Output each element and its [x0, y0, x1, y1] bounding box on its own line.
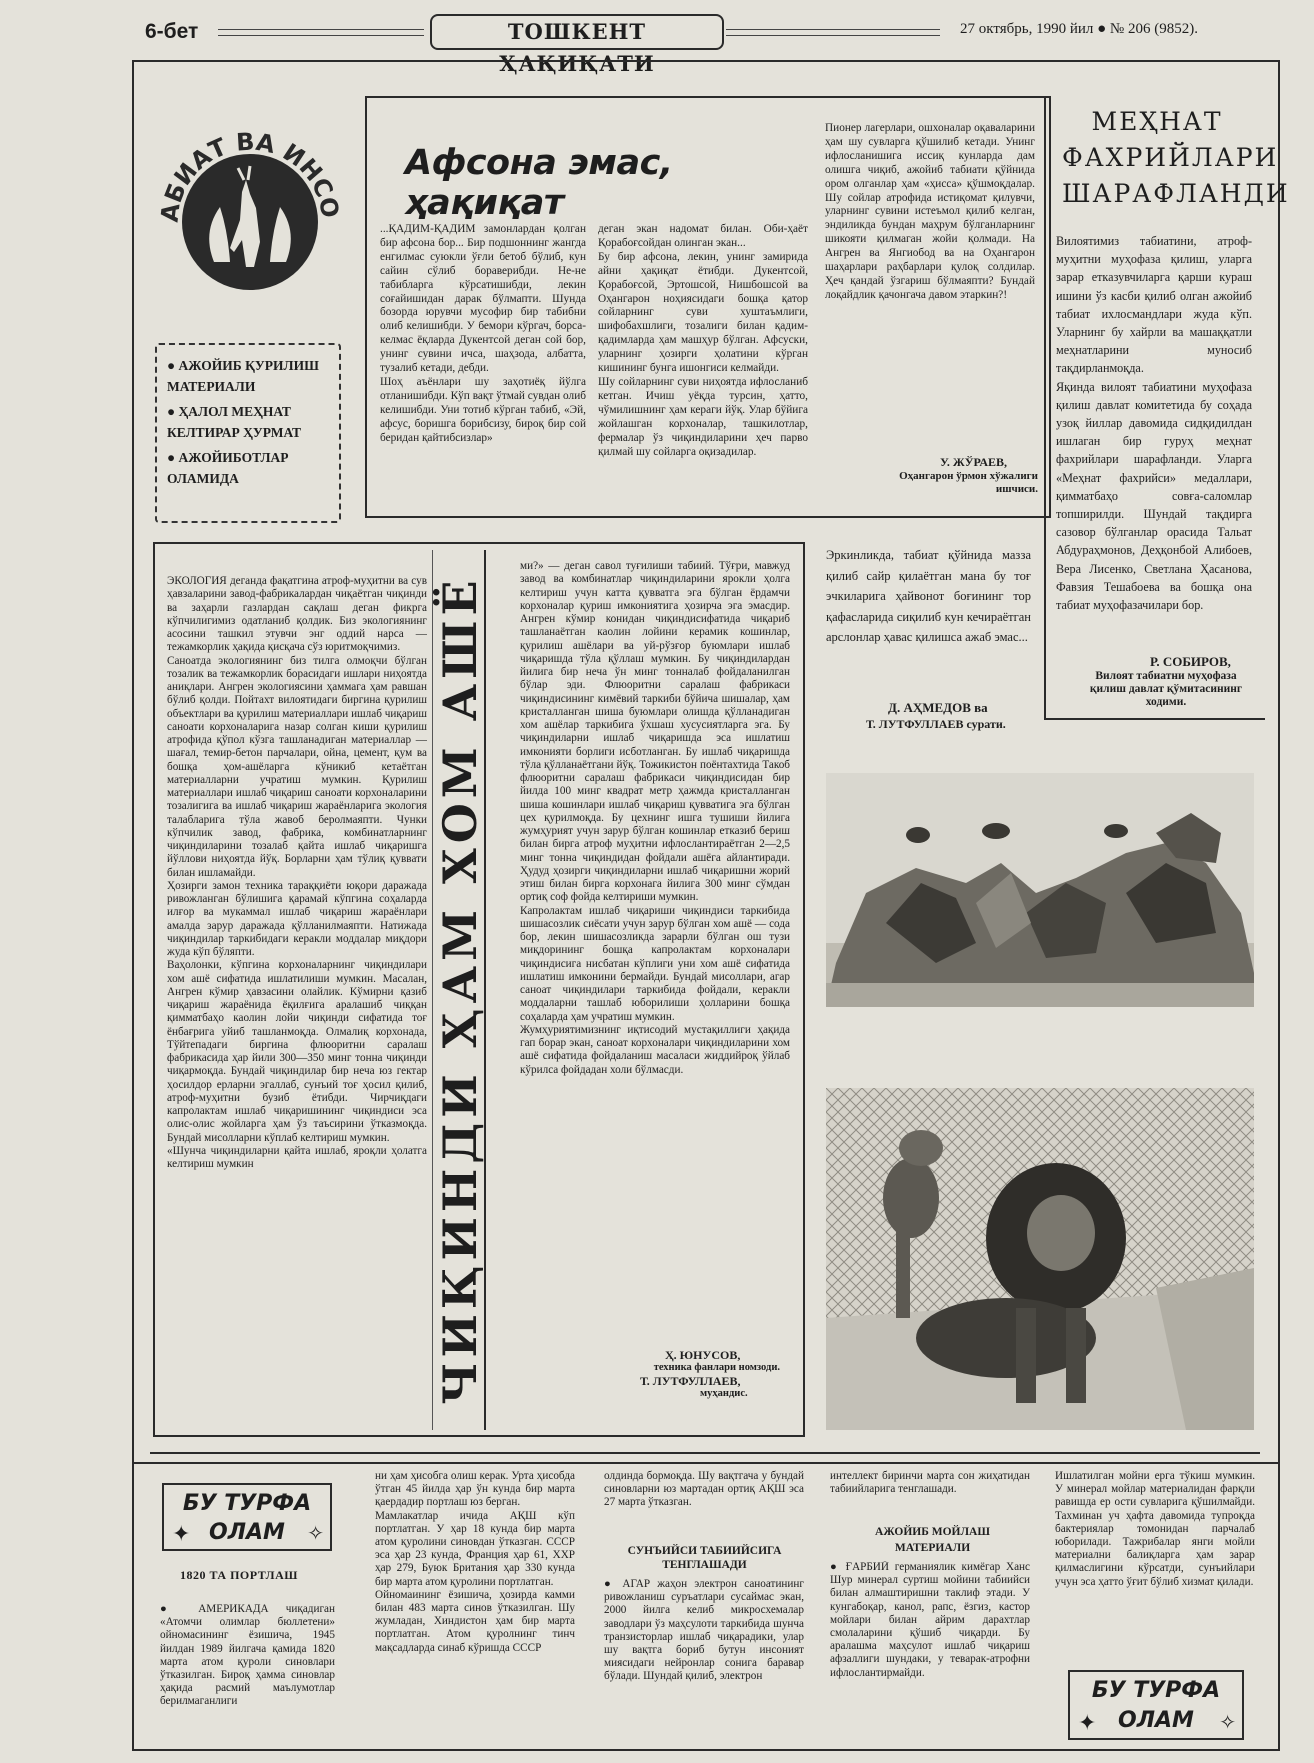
story1-title: Афсона эмас, ҳақиқат: [405, 143, 673, 223]
toc-item-label: АЖОЙИБОТЛАР ОЛАМИДА: [167, 450, 289, 486]
story2-body: Вилоятимиз табиатини, атроф-муҳитни муҳофаза қилиш, уларга зарар етказувчиларга қарши кураш ишини ўз касби қилиб олган ажойиб табиат ихлосмандлари жуда кўп. Уларнинг бу хайрли ва машаққатли меҳнатларини муносиб тақдирланмоқда. Яқинда вилоят табиатини муҳофаза қилиш давлат комитетида бу соҳада узоқ йиллар давомида сидқидилдан ишлаган бир гуруҳ меҳнат фахрийлари шарафланди. Уларга «Меҳнат фахрийси» медаллари, қимматбаҳо совға-саломлар топширилди. Шундай тақдирга сазовор бўлганлар орасида Тальат Абдураҳмонов, Деҳқонбой Алибоев, Вера Лисенко, Светлана Ҳасанова, Фавзия Тешабоева ва бошқа она табиат муҳофазачилари бор.: [1056, 234, 1252, 613]
header-rule-left: [218, 29, 424, 30]
turfa-logo-right: [1068, 1670, 1244, 1740]
story3-col1: ЭКОЛОГИЯ деганда фақатгина атроф-муҳитни ва сув ҳавзаларини завод-фабрикалардан чиқаётган чиқинди ва заҳарли газлардан сақлаш деган фикрга кўпчилигимиз одатланиб қолдик. Биз экологиянинг асосини ташкил этувчи энг оддий нарса — тежамкорлик ҳақида қисқача сўз юритмоқчимиз. Саноатда экологиянинг биз тилга олмоқчи бўлган тозалик ва тежамкорлик борасидаги ишлари ниҳоятда аниқлари. Ангрен экологиясини ҳаммага ҳам равшан бўлиб қолди. Пойтахт вилоятидаги биргина қурилиш объектлари ва қурилиш материаллари ишлаб чиқариш саноати корхоналарига назар солган киши қурилиш атрофида қўпол кўзга ташланадиган материаллар — шағал, темир-бетон парчалари, ойна, цемент, қум ва бошқа ҳом-ашёларга кўникиб кетаётган материалларни учратиш мумкин. Қурилиш материаллари ишлаб чиқариш саноати корхоналарини тозалигига ва ишлаб чиқариш жараёнларига экология талабларига тўла жавоб беролмаяпти. Чунки кўпчилик завод, фабрика, комбинатларнинг чиқиндиларини тозалаб қайта ишлаб чиқаришга йўллови ниҳоятда йўқ. Борларни ҳам тўлиқ қуввати билан ишламайди. Ҳозирги замон техника тараққиёти юқори даражада ривожланган бўлишига қарамай кўпгина соҳаларда илғор ва мукаммал ишлаб чиқариш жараёнлари амалда зарур даражада қўлланилмаяпти. Натижада чиқиндилар таркибидаги керакли моддалар миқдори жуда кўп бўляпти. Ваҳолонки, кўпгина корхоналарнинг чиқиндилари хом ашё сифатида ишлатилиши мумкин. Масалан, Ангрен кўмир ҳавзасини олайлик. Кўмирни қазиб чиқариш жараёнида ёқилғига аралашиб чиққан қимматбаҳо каолин лойи чиқинди сифатида тоғ ёнбағрига уйиб ташланмоқда. Олмалиқ корхонада, Тўйтепадаги биргина флюоритни саралаш фабрикасида ҳар йили 300—350 минг тонна чиқинди чиқармоқда. Бундай чиқиндилар бир неча юз гектар ҳосилдор ерларни эгаллаб, сунъий тоғ ҳосил қилиб, атроф-муҳитни бузиб ётибди. Чирчиқдаги капролактам ишлаб чиқаришининг чиқиндиси эса олис-олис жойларга ҳам ўз таъсирини ўтказмоқда. Бундай мисолларни кўплаб келтириш мумкин. «Шунча чиқиндиларни қайта ишлаб, яроқли ҳолатга келтириш мумкин: [167, 575, 427, 1170]
story3-author2: Т. ЛУТФУЛЛАЕВ,: [640, 1374, 741, 1388]
story3-title-wrap: [433, 555, 487, 1425]
bottom-col1: ● АМЕРИКАДА чиқадиган «Атомчи олимлар бюллетени» ойномасининг ёзишича, 1945 йилдан 1989 йилгача қамида 1820 марта атом қуроли синовлари ўтказилган. Бироқ ҳамма синовлар ҳақида расмий маълумотлар берилмаганлиги: [160, 1603, 335, 1708]
logo-text: БУ ТУРФА ОЛАМ: [1091, 1678, 1221, 1733]
story1-col2: деган экан надомат билан. Оби-ҳаёт Қорабоғсойдан олинган экан... Бу бир афсона, лекин, унинг замирида айни ҳақиқат ётибди. Дукентсой, Қорабоғсой, Эртошсой, Нишбошсой ва Оҳангарон ноҳиясидаги бошқа қатор сойларнинг суви хуштаъмлиги, шифобахшлиги, тозалиги билан қадим-қадимларда ҳам машҳур бўлган. Афсуски, уларнинг ҳозирги ҳолатини кўрган кишининг бунга ишонгиси келмайди. Шу сойларнинг суви ниҳоятда ифлосланиб кетган. Ичиш уёқда турсин, ҳатто, чўмилишнинг ҳам кераги йўқ. Улар бўйига жойлашган корхоналар, ташкилотлар, фермалар ўз чиқиндиларини ҳеч парво қилмай шу сойларга оқизадилар.: [598, 223, 808, 458]
page-number: 6-бет: [145, 20, 199, 43]
photo-credit-1: Д. АҲМЕДОВ ва: [888, 700, 988, 715]
bottom-col5: Ишлатилган мойни ерга тўкиш мумкин. У минерал мойлар материалидан фарқли равишда ер ости сувларига қўшилмайди. Тахминан уч ҳафта давомида тупроқда бактериялар томонидан парчалаб юборилади. Тажрибалар янги мойли материални балиқларга ҳам зарар қилмаслигини кўрсатди, сунъийлари учун эса ҳатто ўғит бўлиб хизмат қилади.: [1055, 1470, 1255, 1588]
issue-date: [960, 21, 1198, 38]
photo-credit-2: Т. ЛУТФУЛЛАЕВ сурати.: [866, 717, 1006, 731]
bottom-col3b: ● АГАР жаҳон электрон саноатининг ривожланиш суръатлари сусаймас экан, 2000 йилга келиб микросхемалар заводлари ўз маҳсулоти таркибида шунча транзисторлар ишлаб чиқарадики, улар шу вақтга бориб бутун инсоният миясидаги нейронлар сонига баравар бўлади. Шундай қилиб, электрон: [604, 1578, 804, 1683]
story1-col1: ...ҚАДИМ-ҚАДИМ замонлардан қолган бир афсона бор... Бир подшоннинг жангда енгилмас суюкли ўғли бетоб бўлиб, кун сайин сўлиб бораверибди. Не-не табибларга кўрсатишибди, лекин соғайишидан дарак бўлмапти. Шунда бозорда юрувчи мусофир бир табибни олиб келишибди. У бемори кўргач, борса-келмас ёқларда Дукентсой деган сой бор, унинг сувини ичса, шаҳзода, албатта, тузалиб кетади, дебди. Шоҳ аъёнлари шу заҳотиёқ йўлга отланишибди. Кўп вақт ўтмай сувдан олиб келишибди. Уни тотиб кўрган табиб, «Эй, афсус, боришга борибсизу, бироқ бир сой беридан қайтибсизлар»: [380, 223, 586, 444]
turfa-logo-left: [162, 1483, 332, 1551]
sub2-title: СУНЪИЙСИ ТАБИИЙСИГА ТЕНГЛАШАДИ: [627, 1545, 782, 1571]
header-rule-right2: [726, 35, 940, 36]
bottom-col3a: олдинда бормоқда. Шу вақтгача у бундай синовларни юз мартадан ортиқ АҚШ эса 27 марта ўтказган.: [604, 1470, 804, 1509]
bottom-divider: [150, 1452, 1260, 1454]
logo-text: БУ ТУРФА ОЛАМ: [182, 1491, 312, 1545]
story1-author-role: Оҳангарон ўрмон хўжалиги ишчиси.: [899, 470, 1038, 495]
photo-caption: Эркинликда, табиат қўйнида мазза қилиб сайр қилаётган мана бу тоғ эчкиларига ҳайвонот боғининг тор қафасларида сиқилиб кун кечираётган арслонлар ҳавас қилишса ажаб эмас...: [826, 548, 1031, 644]
issue-number: № 206 (9852).: [1109, 21, 1198, 37]
bottom-col4b: ● ҒАРБИЙ германиялик кимёгар Ханс Шур минерал суртиш мойини табиийси билан алмаштиришни таклиф этади. У кунгабоқар, канол, рапс, ёзгиз, кастор мойлари билан айрим дарахтлар смолаларини қўшиб чиқарди. Бу аралашма маҳсулот ишлаб чиқариш афзаллиги шундаки, у теварак-атрофни ифлослантирмайди.: [830, 1561, 1030, 1679]
header-rule-right: [726, 29, 940, 30]
sub3-title: АЖОЙИБ МОЙЛАШ МАТЕРИАЛИ: [875, 1526, 990, 1554]
bottom-col2: ни ҳам ҳисобга олиш керак. Урта ҳисобда ўтган 45 йилда ҳар ўн кунда бир марта қаердадир портлаш юз берган. Мамлакатлар ичида АҚШ кўп портлатган. У ҳар 18 кунда бир марта атом қуролини синовдан ўтказган. СССР эса ҳар 23 кунда, Франция ҳар 61, ХХР ҳар 279, Буюк Британия ҳар 330 кунда бир марта атом қуролини портлатган. Ойномаининг ёзишича, ҳозирда камми билан 483 марта синов ўтказилган. Шу жумладан, Хиндистон ҳам бир марта портлатган. Атом қуролнинг тинч мақсадларда синаб кўришда СССР: [375, 1470, 575, 1654]
toc-item[interactable]: ● АЖОЙИБ ҚУРИЛИШ МАТЕРИАЛИ: [167, 358, 319, 394]
toc-item-label: АЖОЙИБ ҚУРИЛИШ МАТЕРИАЛИ: [167, 358, 319, 394]
nature-emblem: [150, 112, 350, 312]
goats-photo: [826, 773, 1254, 1007]
date-text: 27 октябрь, 1990 йил: [960, 21, 1094, 37]
story2-title: МЕҲНАТ ФАХРИЙЛАРИ ШАРАФЛАНДИ: [1062, 107, 1290, 208]
lions-photo: [826, 1088, 1254, 1430]
bottom-col4a: интеллект биринчи марта сон жиҳатидан табиийларига тенглашади.: [830, 1470, 1030, 1496]
star-icon: ✧: [1219, 1712, 1236, 1734]
story2-author: Р. СОБИРОВ,: [1150, 654, 1231, 669]
star-icon: ✦: [172, 1521, 191, 1546]
story2-author-role: Вилоят табиатни муҳофаза қилиш давлат қўмитасининг ходими.: [1089, 670, 1243, 708]
story3-author1: Ҳ. ЮНУСОВ,: [665, 1348, 741, 1362]
toc-item[interactable]: ● АЖОЙИБОТЛАР ОЛАМИДА: [167, 450, 289, 486]
sub1-title: 1820 ТА ПОРТЛАШ: [180, 1568, 298, 1582]
lions-photo-svg: [826, 1088, 1254, 1430]
star-icon: ✦: [1078, 1710, 1097, 1735]
toc-box: [155, 343, 341, 523]
toc-item-label: ҲАЛОЛ МЕҲНАТ КЕЛТИРАР ҲУРМАТ: [167, 404, 302, 440]
story1-author: У. ЖЎРАЕВ,: [940, 455, 1007, 469]
goats-photo-svg: [826, 773, 1254, 1007]
masthead-title: ТОШКЕНТ ҲАҚИҚАТИ: [499, 19, 655, 76]
star-icon: ✧: [307, 1523, 324, 1545]
story3-title: ЧИҚИНДИ ҲАМ ХОМ АШЁ: [433, 575, 487, 1405]
header-rule-left2: [218, 35, 424, 36]
story3-author1-role: техника фанлари номзоди.: [653, 1362, 780, 1373]
toc-item[interactable]: ● ҲАЛОЛ МЕҲНАТ КЕЛТИРАР ҲУРМАТ: [167, 404, 302, 440]
masthead: [430, 14, 724, 76]
story3-author2-role: муҳандис.: [700, 1388, 748, 1399]
story1-col3: Пионер лагерлари, ошхоналар оқаваларини ҳам шу сувларга қўшилиб кетади. Унинг ифлосланишига иссиқ кунларда дам олишга чиқиб, ажойиб табиати қўйнида ором олганлар ҳам «ҳисса» қўшмоқдалар. Шу сойлар атрофида истиқомат қилувчи, уларнинг сувини истеъмол қилиб келган, эндиликда бундан маҳрум бўлганларнинг шикояти қилмаган жойи қолмади. На Ангрен ва Янгиобод ва на Оҳангарон шаҳарлари раҳбарлари қулоқ солдилар. Ҳеч қандай ўзгариш бўлмаяпти? Бундай лоқайдлик қачонгача давом этаркин?!: [825, 122, 1035, 301]
emblem-text: АБИАТ ВА ИНСО: [155, 127, 345, 224]
emblem-svg: [150, 112, 350, 312]
bullet-icon: ●: [1097, 21, 1107, 37]
story3-col2: ми?» — деган савол туғилиши табиий. Тўғри, мавжуд завод ва комбинатлар чиқиндиларини ярокли ҳолга келтириш учун катта қувватга эга бўлган ёрдамчи корхоналар қуриш имкониятига ҳозирча эга эмасдир. Ангрен кўмир конидан чиқиндисифатида чиқариб ташланаётган каолин лойини керамик кошинлар, қурилиш ашёлари ва уй-рўзғор буюмлари ишлаб чиқаришда тўла қўллаш мумкин. Бу чиқиндилардан йилига бир неча ўн минг тонналаб фойдаланилган бўлар эди. Флюоритни саралаш фабрикаси чиқиндисининг кимёвий таркиби бўйича шишалар, ҳам кристалланган шиша буюмлари олишда қўлланадиган хом ашёлар таркибига ўхшаш хусусиятларга эга. Бу чиқиндиларни ишлаб чиқаришда эса ишлатиш имконияти борлиги исботланган. Бу ишлаб чиқаришда тўла қўлланаётгани йўқ. Тожикистон поёнтахтида Такоб флюоритни саралаш фабрикаси чиқиндисидан бир йилда 100 минг квадрат метр ҳажмда кристалланган шиша кошинлари ишлаб чиқариш қувватига эга бўлган цех қурилмоқда. Бу цехнинг ишга тушиши йилига жумҳурият учун зарур бўлган кошинлар етказиб бериш билан бирга атроф муҳитни ифлослантираётган 2—2,5 минг тонна чиқиндидан фойдали ашёга айлантиради. Ҳудуд ҳозирги чиқиндиларни ишлаб чиқаришни жорий этиш билан бирга корхонага йилига 300 минг сўмдан ортиқ соф фойда келтириши мумкин. Капролактам ишлаб чиқариши чиқиндиси таркибида шишасозлик сиёсати учун зарур бўлган хом ашё — сода бор, лекин шишасозликда зарарли бўлган ош тузи миқдорининг бошқа капролактам корхоналари чиқиндисига нисбатан кўплиги уни хом ашё сифатида ишлатиш имконини бермайди. Бундай мисоллари, агар саноат чиқиндилари таркибида фойдали, керакли моддаларни ташлаб юборилиши ҳолларини бошқа соҳаларда ҳам учратиш мумкин. Жумҳуриятимизнинг иқтисодий мустақиллиги ҳақида гап борар экан, саноат корхоналари чиқиндиларини хом ашё сифатида фойдаланиш масаласи жиддийроқ ўйлаб кўрилса фойдадан холи бўлмасди.: [520, 560, 790, 1076]
